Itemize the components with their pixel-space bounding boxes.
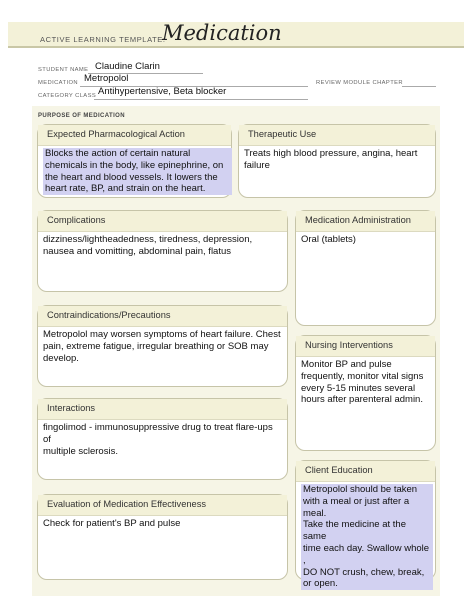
expected-action-card: [37, 124, 232, 198]
administration-card: [295, 210, 436, 326]
client-education-line: Take the medicine at the same: [303, 519, 406, 543]
nursing-title: Nursing Interventions: [296, 336, 435, 357]
administration-body[interactable]: [296, 232, 435, 246]
client-education-line: with a meal or just after a meal.: [303, 495, 410, 519]
complications-line: nausea and vomitting, abdominal pain, flatus: [43, 245, 232, 257]
student-name-value[interactable]: Claudine Clarin: [95, 61, 160, 72]
complications-body[interactable]: [38, 232, 287, 258]
administration-line: Oral (tablets): [301, 234, 356, 245]
client-education-line: Metropolol should be taken: [303, 484, 418, 495]
evaluation-title: Evaluation of Medication Effectiveness: [38, 495, 287, 516]
medication-label: MEDICATION: [38, 80, 78, 86]
expected-action-line: heart rate, BP, and strain on the heart.: [45, 183, 206, 195]
contraindications-title: Contraindications/Precautions: [38, 306, 287, 327]
evaluation-body[interactable]: [38, 516, 287, 530]
client-education-line: DO NOT crush, chew, break,: [303, 566, 425, 578]
nursing-line: Monitor BP and pulse: [301, 359, 392, 370]
complications-card: [37, 210, 288, 292]
contraindications-line: develop.: [43, 352, 79, 364]
expected-action-line: chemicals in the body, like epinephrine, on: [45, 159, 224, 171]
therapeutic-use-title: Therapeutic Use: [239, 125, 435, 146]
header-divider: [8, 46, 464, 48]
interactions-title: Interactions: [38, 399, 287, 420]
interactions-line: multiple sclerosis.: [43, 445, 118, 457]
interactions-card: [37, 398, 288, 480]
nursing-line: hours after parenteral admin.: [301, 394, 423, 406]
review-module-label: REVIEW MODULE CHAPTER: [316, 80, 403, 86]
evaluation-line: Check for patient's BP and pulse: [43, 518, 181, 529]
student-name-label: STUDENT NAME: [38, 67, 89, 73]
interactions-body[interactable]: [38, 420, 287, 457]
expected-action-line: the heart and blood vessels. It lowers the: [45, 171, 218, 183]
nursing-line: every 5-15 minutes several: [301, 382, 416, 394]
template-label: ACTIVE LEARNING TEMPLATE:: [40, 35, 166, 44]
expected-action-body[interactable]: [38, 146, 231, 195]
medication-value[interactable]: Metropolol: [84, 73, 129, 84]
expected-action-title: Expected Pharmacological Action: [38, 125, 231, 146]
client-education-body[interactable]: [296, 482, 435, 590]
complications-line: dizziness/lightheadedness, tiredness, depression,: [43, 234, 253, 245]
administration-title: Medication Administration: [296, 211, 435, 232]
nursing-line: frequently, monitor vital signs: [301, 370, 424, 382]
client-education-line: or open.: [303, 578, 338, 590]
nursing-card: [295, 335, 436, 451]
nursing-body[interactable]: [296, 357, 435, 406]
therapeutic-use-card: [238, 124, 436, 198]
template-title: Medication: [162, 21, 282, 45]
category-class-label: CATEGORY CLASS: [38, 93, 97, 99]
therapeutic-use-body[interactable]: [239, 146, 435, 172]
client-education-line: time each day. Swallow whole ,: [303, 542, 430, 566]
therapeutic-use-line: failure: [244, 159, 270, 171]
expected-action-line: Blocks the action of certain natural: [45, 148, 191, 159]
evaluation-card: [37, 494, 288, 580]
interactions-line: fingolimod - immunosuppressive drug to treat flare-ups of: [43, 422, 273, 445]
client-education-card: [295, 460, 436, 590]
complications-title: Complications: [38, 211, 287, 232]
contraindications-body[interactable]: [38, 327, 287, 364]
purpose-label: PURPOSE OF MEDICATION: [38, 113, 125, 119]
contraindications-line: pain, extreme fatigue, irregular breathing or SOB may: [43, 340, 269, 352]
client-education-title: Client Education: [296, 461, 435, 482]
contraindications-line: Metropolol may worsen symptoms of heart failure. Chest: [43, 329, 281, 340]
therapeutic-use-line: Treats high blood pressure, angina, heart: [244, 148, 418, 159]
review-module-underline: [402, 86, 436, 87]
contraindications-card: [37, 305, 288, 387]
category-class-underline: [94, 99, 308, 100]
category-class-value[interactable]: Antihypertensive, Beta blocker: [98, 86, 227, 97]
